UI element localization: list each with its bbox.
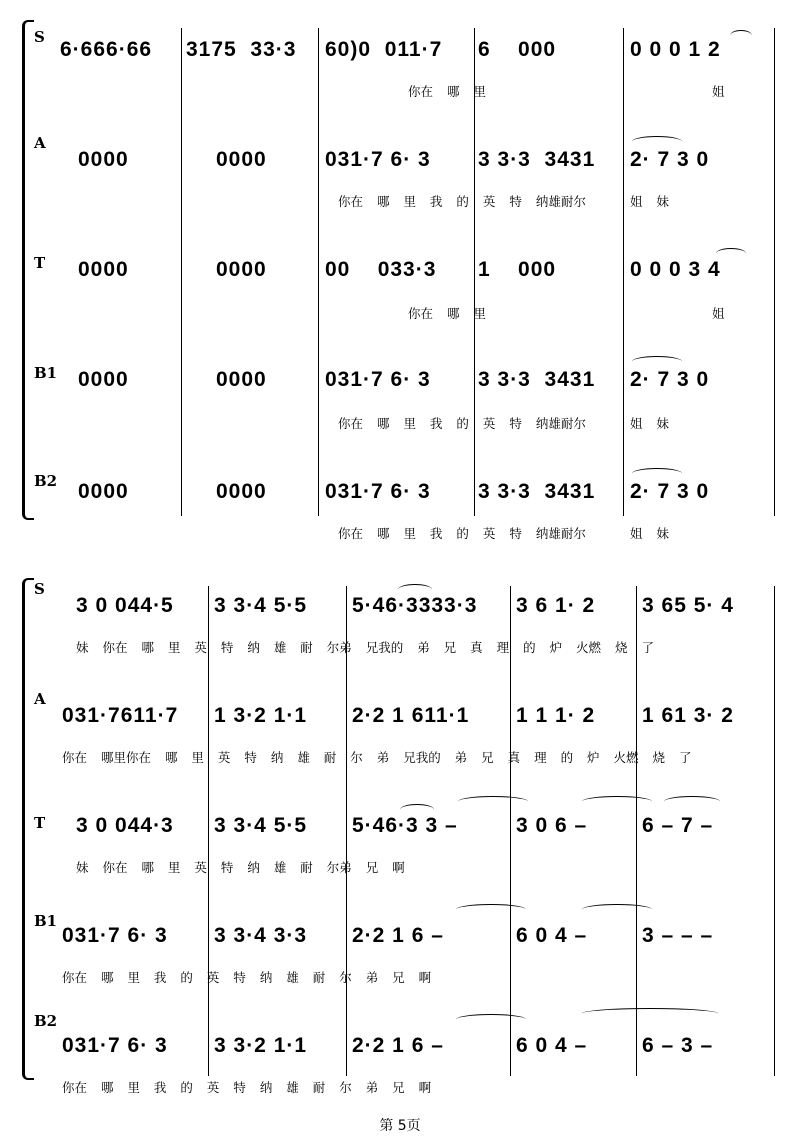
measure-notes: 2·2 1 6 – bbox=[352, 1034, 444, 1057]
barline bbox=[318, 28, 319, 516]
measure-notes: 2·2 1 6 – bbox=[352, 924, 444, 947]
tie-mark bbox=[456, 904, 526, 915]
lyrics-line: 姐 bbox=[712, 306, 725, 321]
measure-notes: 031·7 6· 3 bbox=[325, 148, 431, 171]
measure-notes: 3 3·3 3431 bbox=[478, 148, 596, 171]
measure-notes: 3 3·3 3431 bbox=[478, 368, 596, 391]
system-brace bbox=[22, 578, 34, 1080]
lyrics-line: 姐 bbox=[712, 84, 725, 99]
lyrics-line: 妹 你在 哪 里 英 特 纳 雄 耐 尔弟 兄 啊 bbox=[76, 860, 405, 875]
measure-notes: 0000 bbox=[78, 258, 129, 281]
measure-notes: 3175 33·3 bbox=[186, 38, 297, 61]
measure-notes: 6·666·66 bbox=[60, 38, 153, 61]
barline bbox=[774, 586, 775, 1076]
measure-notes: 3 0 044·3 bbox=[76, 814, 174, 837]
measure-notes: 6 000 bbox=[478, 38, 557, 61]
measure-notes: 031·7611·7 bbox=[62, 704, 179, 727]
staff-label: A bbox=[34, 690, 46, 708]
score-system-2 bbox=[0, 578, 800, 1095]
measure-notes: 6 0 4 – bbox=[516, 924, 588, 947]
barline bbox=[208, 586, 209, 1076]
staff-label: T bbox=[34, 814, 46, 832]
lyrics-line: 姐 妹 bbox=[630, 194, 669, 209]
score-system-1 bbox=[0, 20, 800, 541]
lyrics-line: 你在 哪 里 我 的 英 特 纳雄耐尔 bbox=[338, 526, 586, 541]
tie-mark bbox=[458, 796, 528, 807]
measure-notes: 00 033·3 bbox=[325, 258, 437, 281]
barline bbox=[474, 28, 475, 516]
measure-notes: 0000 bbox=[78, 480, 129, 503]
measure-notes: 3 3·4 5·5 bbox=[214, 814, 308, 837]
measure-notes: 1 1 1· 2 bbox=[516, 704, 596, 727]
staff-label: A bbox=[34, 134, 46, 152]
barline bbox=[181, 28, 182, 516]
tie-mark bbox=[582, 904, 652, 915]
measure-notes: 031·7 6· 3 bbox=[62, 1034, 168, 1057]
measure-notes: 6 – 3 – bbox=[642, 1034, 714, 1057]
lyrics-line: 你在 哪 里 我 的 英 特 纳雄耐尔 bbox=[338, 194, 586, 209]
lyrics-line: 姐 妹 bbox=[630, 416, 669, 431]
measure-notes: 2· 7 3 0 bbox=[630, 148, 710, 171]
lyrics-line: 你在 哪 里 我 的 英 特 纳 雄 耐 尔 弟 兄 啊 bbox=[62, 1080, 432, 1095]
measure-notes: 1 000 bbox=[478, 258, 557, 281]
measure-notes: 0000 bbox=[216, 258, 267, 281]
barline bbox=[774, 28, 775, 516]
measure-notes: 031·7 6· 3 bbox=[62, 924, 168, 947]
measure-notes: 3 3·3 3431 bbox=[478, 480, 596, 503]
measure-notes: 3 3·4 5·5 bbox=[214, 594, 308, 617]
measure-notes: 6 0 4 – bbox=[516, 1034, 588, 1057]
measure-notes: 5·46·3333·3 bbox=[352, 594, 478, 617]
barline bbox=[510, 586, 511, 1076]
staff-label: B1 bbox=[34, 364, 58, 382]
measure-notes: 031·7 6· 3 bbox=[325, 480, 431, 503]
measure-notes: 3 – – – bbox=[642, 924, 714, 947]
tie-mark bbox=[632, 136, 682, 147]
lyrics-line: 你在 哪 里 bbox=[408, 306, 486, 321]
measure-notes: 1 61 3· 2 bbox=[642, 704, 734, 727]
measure-notes: 3 0 6 – bbox=[516, 814, 588, 837]
tie-mark bbox=[582, 1008, 718, 1019]
tie-mark bbox=[730, 30, 752, 41]
measure-notes: 6 – 7 – bbox=[642, 814, 714, 837]
page-number: 第 5页 bbox=[379, 1118, 421, 1134]
staff-label: B2 bbox=[34, 472, 58, 490]
measure-notes: 3 3·4 3·3 bbox=[214, 924, 308, 947]
measure-notes: 3 65 5· 4 bbox=[642, 594, 734, 617]
measure-notes: 5·46·3 3 – bbox=[352, 814, 458, 837]
measure-notes: 3 6 1· 2 bbox=[516, 594, 596, 617]
lyrics-line: 你在 哪 里 bbox=[408, 84, 486, 99]
lyrics-line: 你在 哪里你在 哪 里 英 特 纳 雄 耐 尔 弟 兄我的 弟 兄 真 理 的 炉 火燃 烧 了 bbox=[62, 750, 692, 765]
staff-label: B2 bbox=[34, 1012, 58, 1030]
measure-notes: 0000 bbox=[216, 368, 267, 391]
tie-mark bbox=[456, 1014, 526, 1025]
measure-notes: 0 0 0 1 2 bbox=[630, 38, 721, 61]
tie-mark bbox=[716, 248, 746, 259]
tie-mark bbox=[398, 584, 432, 595]
measure-notes: 3 0 044·5 bbox=[76, 594, 174, 617]
measure-notes: 0 0 0 3 4 bbox=[630, 258, 721, 281]
measure-notes: 0000 bbox=[78, 368, 129, 391]
measure-notes: 0000 bbox=[216, 480, 267, 503]
system-brace bbox=[22, 20, 34, 520]
barline bbox=[636, 586, 637, 1076]
measure-notes: 60)0 011·7 bbox=[325, 38, 443, 61]
barline bbox=[346, 586, 347, 1076]
lyrics-line: 你在 哪 里 我 的 英 特 纳雄耐尔 bbox=[338, 416, 586, 431]
staff-label: S bbox=[34, 580, 45, 598]
measure-notes: 0000 bbox=[78, 148, 129, 171]
lyrics-line: 妹 你在 哪 里 英 特 纳 雄 耐 尔弟 兄我的 弟 兄 真 理 的 炉 火燃 烧 了 bbox=[76, 640, 654, 655]
tie-mark bbox=[664, 796, 720, 807]
measure-notes: 031·7 6· 3 bbox=[325, 368, 431, 391]
tie-mark bbox=[632, 356, 682, 367]
measure-notes: 2·2 1 611·1 bbox=[352, 704, 470, 727]
measure-notes: 0000 bbox=[216, 148, 267, 171]
staff-label: B1 bbox=[34, 912, 58, 930]
tie-mark bbox=[632, 468, 682, 479]
measure-notes: 1 3·2 1·1 bbox=[214, 704, 308, 727]
tie-mark bbox=[400, 804, 434, 815]
lyrics-line: 姐 妹 bbox=[630, 526, 669, 541]
lyrics-line: 你在 哪 里 我 的 英 特 纳 雄 耐 尔 弟 兄 啊 bbox=[62, 970, 432, 985]
barline bbox=[623, 28, 624, 516]
measure-notes: 3 3·2 1·1 bbox=[214, 1034, 308, 1057]
measure-notes: 2· 7 3 0 bbox=[630, 368, 710, 391]
staff-label: T bbox=[34, 254, 46, 272]
measure-notes: 2· 7 3 0 bbox=[630, 480, 710, 503]
tie-mark bbox=[582, 796, 652, 807]
staff-label: S bbox=[34, 28, 45, 46]
